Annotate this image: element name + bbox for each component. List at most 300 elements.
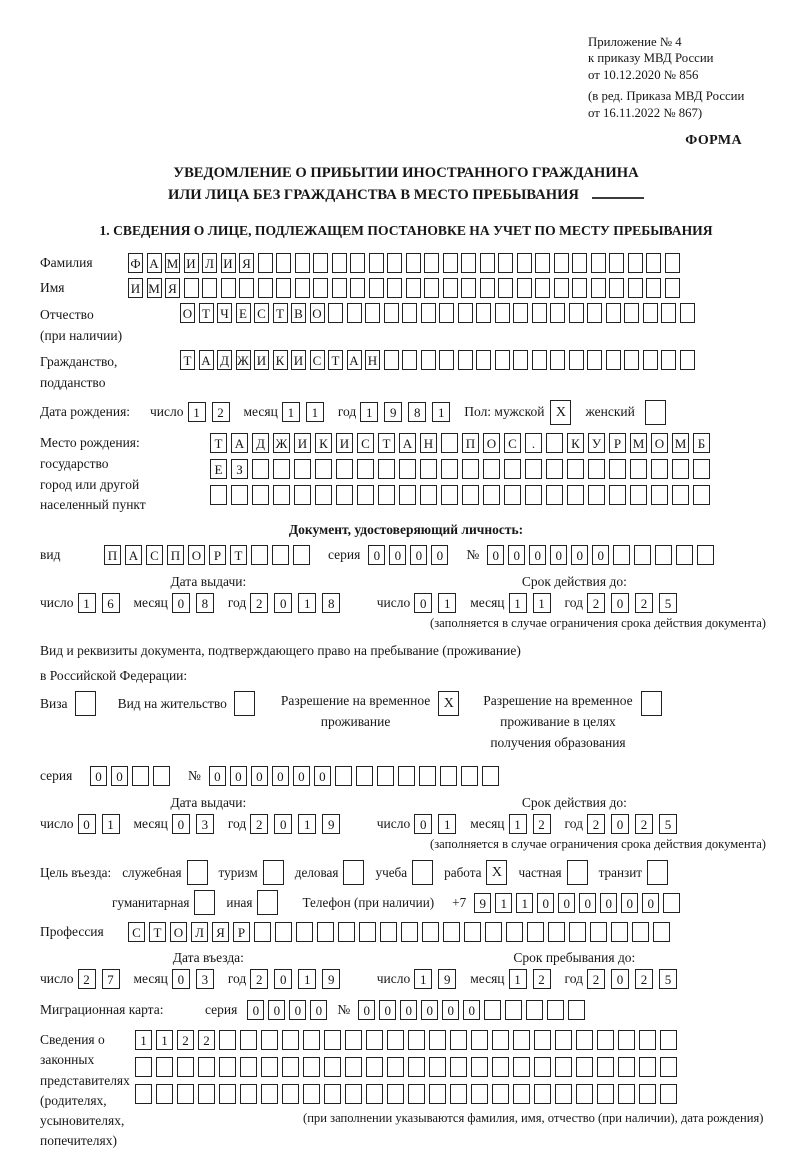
char-cell[interactable]: О: [180, 303, 195, 323]
char-cell[interactable]: [184, 278, 199, 298]
char-cell[interactable]: [276, 278, 291, 298]
char-cell[interactable]: 0: [400, 1000, 417, 1020]
char-cell[interactable]: [294, 459, 311, 479]
char-cell[interactable]: [439, 350, 454, 370]
char-cell[interactable]: 0: [600, 893, 617, 913]
char-cell[interactable]: [384, 303, 399, 323]
char-cell[interactable]: [480, 253, 495, 273]
char-cell[interactable]: 1: [509, 814, 527, 834]
char-cell[interactable]: 0: [410, 545, 427, 565]
char-cell[interactable]: [153, 766, 170, 786]
char-cell[interactable]: П: [104, 545, 121, 565]
char-cell[interactable]: [660, 1084, 677, 1104]
char-cell[interactable]: [462, 485, 479, 505]
char-cell[interactable]: [408, 1084, 425, 1104]
char-cell[interactable]: [254, 922, 271, 942]
char-cell[interactable]: [517, 253, 532, 273]
char-cell[interactable]: [547, 1000, 564, 1020]
char-cell[interactable]: [535, 253, 550, 273]
char-cell[interactable]: [377, 766, 394, 786]
char-cell[interactable]: 0: [274, 969, 292, 989]
char-cell[interactable]: 0: [579, 893, 596, 913]
char-cell[interactable]: [576, 1057, 593, 1077]
char-cell[interactable]: А: [147, 253, 162, 273]
char-cell[interactable]: [239, 278, 254, 298]
char-cell[interactable]: 0: [289, 1000, 306, 1020]
char-cell[interactable]: 0: [272, 766, 289, 786]
char-cell[interactable]: [624, 350, 639, 370]
char-cell[interactable]: М: [147, 278, 162, 298]
char-cell[interactable]: 0: [508, 545, 525, 565]
char-cell[interactable]: [498, 253, 513, 273]
char-cell[interactable]: [441, 433, 458, 453]
char-cell[interactable]: [462, 459, 479, 479]
char-cell[interactable]: 9: [438, 969, 456, 989]
char-cell[interactable]: [680, 303, 695, 323]
char-cell[interactable]: [450, 1030, 467, 1050]
char-cell[interactable]: 1: [306, 402, 324, 422]
char-cell[interactable]: [504, 459, 521, 479]
char-cell[interactable]: Д: [252, 433, 269, 453]
char-cell[interactable]: [476, 350, 491, 370]
char-cell[interactable]: 0: [274, 593, 292, 613]
char-cell[interactable]: [240, 1057, 257, 1077]
char-cell[interactable]: И: [254, 350, 269, 370]
char-cell[interactable]: 0: [421, 1000, 438, 1020]
char-cell[interactable]: Я: [212, 922, 229, 942]
temp-residence-education-checkbox[interactable]: [641, 691, 662, 716]
char-cell[interactable]: 0: [592, 545, 609, 565]
char-cell[interactable]: [295, 253, 310, 273]
char-cell[interactable]: [534, 1057, 551, 1077]
char-cell[interactable]: [628, 278, 643, 298]
char-cell[interactable]: И: [221, 253, 236, 273]
char-cell[interactable]: И: [294, 433, 311, 453]
char-cell[interactable]: Ж: [273, 433, 290, 453]
char-cell[interactable]: Т: [230, 545, 247, 565]
char-cell[interactable]: [613, 545, 630, 565]
char-cell[interactable]: Л: [202, 253, 217, 273]
char-cell[interactable]: 0: [251, 766, 268, 786]
char-cell[interactable]: [665, 278, 680, 298]
char-cell[interactable]: 1: [78, 593, 96, 613]
char-cell[interactable]: [282, 1030, 299, 1050]
char-cell[interactable]: [618, 1030, 635, 1050]
char-cell[interactable]: [572, 253, 587, 273]
char-cell[interactable]: О: [310, 303, 325, 323]
char-cell[interactable]: 0: [642, 893, 659, 913]
char-cell[interactable]: 1: [188, 402, 206, 422]
char-cell[interactable]: [406, 253, 421, 273]
char-cell[interactable]: [336, 485, 353, 505]
char-cell[interactable]: [424, 278, 439, 298]
char-cell[interactable]: М: [630, 433, 647, 453]
char-cell[interactable]: Т: [180, 350, 195, 370]
char-cell[interactable]: [483, 485, 500, 505]
purpose-other-checkbox[interactable]: [257, 890, 278, 915]
char-cell[interactable]: [366, 1030, 383, 1050]
char-cell[interactable]: 0: [274, 814, 292, 834]
char-cell[interactable]: [471, 1030, 488, 1050]
char-cell[interactable]: [135, 1057, 152, 1077]
char-cell[interactable]: Р: [233, 922, 250, 942]
char-cell[interactable]: [458, 350, 473, 370]
char-cell[interactable]: 0: [172, 593, 190, 613]
char-cell[interactable]: [535, 278, 550, 298]
char-cell[interactable]: 9: [474, 893, 491, 913]
purpose-tourism-checkbox[interactable]: [263, 860, 284, 885]
char-cell[interactable]: К: [273, 350, 288, 370]
char-cell[interactable]: 0: [414, 593, 432, 613]
char-cell[interactable]: [369, 253, 384, 273]
char-cell[interactable]: [597, 1084, 614, 1104]
char-cell[interactable]: [660, 1030, 677, 1050]
char-cell[interactable]: [198, 1057, 215, 1077]
char-cell[interactable]: [587, 303, 602, 323]
char-cell[interactable]: [550, 350, 565, 370]
char-cell[interactable]: Р: [209, 545, 226, 565]
char-cell[interactable]: [461, 278, 476, 298]
char-cell[interactable]: [429, 1084, 446, 1104]
char-cell[interactable]: 0: [431, 545, 448, 565]
char-cell[interactable]: 2: [212, 402, 230, 422]
char-cell[interactable]: 1: [282, 402, 300, 422]
char-cell[interactable]: 1: [414, 969, 432, 989]
char-cell[interactable]: [399, 485, 416, 505]
char-cell[interactable]: 2: [177, 1030, 194, 1050]
char-cell[interactable]: 0: [368, 545, 385, 565]
char-cell[interactable]: Т: [328, 350, 343, 370]
char-cell[interactable]: [576, 1084, 593, 1104]
char-cell[interactable]: [532, 350, 547, 370]
char-cell[interactable]: 0: [172, 814, 190, 834]
char-cell[interactable]: [219, 1084, 236, 1104]
char-cell[interactable]: [609, 485, 626, 505]
char-cell[interactable]: [609, 459, 626, 479]
char-cell[interactable]: 0: [442, 1000, 459, 1020]
char-cell[interactable]: Б: [693, 433, 710, 453]
char-cell[interactable]: [639, 1084, 656, 1104]
purpose-transit-checkbox[interactable]: [647, 860, 668, 885]
char-cell[interactable]: [261, 1030, 278, 1050]
char-cell[interactable]: 0: [389, 545, 406, 565]
char-cell[interactable]: 1: [102, 814, 120, 834]
char-cell[interactable]: [697, 545, 714, 565]
char-cell[interactable]: [324, 1057, 341, 1077]
char-cell[interactable]: К: [315, 433, 332, 453]
char-cell[interactable]: 0: [463, 1000, 480, 1020]
char-cell[interactable]: [357, 485, 374, 505]
char-cell[interactable]: 2: [635, 814, 653, 834]
char-cell[interactable]: 0: [550, 545, 567, 565]
char-cell[interactable]: О: [170, 922, 187, 942]
char-cell[interactable]: 1: [495, 893, 512, 913]
char-cell[interactable]: С: [146, 545, 163, 565]
char-cell[interactable]: [420, 485, 437, 505]
char-cell[interactable]: 1: [438, 814, 456, 834]
char-cell[interactable]: [569, 303, 584, 323]
char-cell[interactable]: 0: [571, 545, 588, 565]
char-cell[interactable]: 1: [509, 593, 527, 613]
char-cell[interactable]: Т: [210, 433, 227, 453]
purpose-official-checkbox[interactable]: [187, 860, 208, 885]
char-cell[interactable]: [643, 350, 658, 370]
char-cell[interactable]: [461, 766, 478, 786]
char-cell[interactable]: П: [167, 545, 184, 565]
char-cell[interactable]: [402, 303, 417, 323]
char-cell[interactable]: С: [310, 350, 325, 370]
char-cell[interactable]: [156, 1084, 173, 1104]
char-cell[interactable]: [587, 350, 602, 370]
char-cell[interactable]: Ж: [236, 350, 251, 370]
char-cell[interactable]: [369, 278, 384, 298]
char-cell[interactable]: [550, 303, 565, 323]
purpose-humanitarian-checkbox[interactable]: [194, 890, 215, 915]
char-cell[interactable]: 0: [268, 1000, 285, 1020]
char-cell[interactable]: 3: [196, 814, 214, 834]
char-cell[interactable]: 0: [529, 545, 546, 565]
char-cell[interactable]: [402, 350, 417, 370]
char-cell[interactable]: [156, 1057, 173, 1077]
char-cell[interactable]: [357, 459, 374, 479]
char-cell[interactable]: Е: [210, 459, 227, 479]
char-cell[interactable]: [422, 922, 439, 942]
char-cell[interactable]: 0: [293, 766, 310, 786]
char-cell[interactable]: Д: [217, 350, 232, 370]
char-cell[interactable]: 0: [414, 814, 432, 834]
char-cell[interactable]: [210, 485, 227, 505]
char-cell[interactable]: 1: [298, 969, 316, 989]
char-cell[interactable]: [132, 766, 149, 786]
char-cell[interactable]: 2: [533, 814, 551, 834]
char-cell[interactable]: 9: [322, 814, 340, 834]
visa-checkbox[interactable]: [75, 691, 96, 716]
char-cell[interactable]: [660, 1057, 677, 1077]
char-cell[interactable]: 2: [587, 969, 605, 989]
char-cell[interactable]: [315, 459, 332, 479]
char-cell[interactable]: 9: [384, 402, 402, 422]
char-cell[interactable]: [261, 1084, 278, 1104]
char-cell[interactable]: О: [651, 433, 668, 453]
char-cell[interactable]: [618, 1057, 635, 1077]
char-cell[interactable]: [651, 459, 668, 479]
char-cell[interactable]: [275, 922, 292, 942]
char-cell[interactable]: 0: [247, 1000, 264, 1020]
char-cell[interactable]: 1: [533, 593, 551, 613]
char-cell[interactable]: О: [483, 433, 500, 453]
char-cell[interactable]: Ч: [217, 303, 232, 323]
char-cell[interactable]: [240, 1084, 257, 1104]
char-cell[interactable]: [332, 278, 347, 298]
char-cell[interactable]: [443, 253, 458, 273]
char-cell[interactable]: [296, 922, 313, 942]
char-cell[interactable]: [317, 922, 334, 942]
char-cell[interactable]: 1: [298, 814, 316, 834]
char-cell[interactable]: [630, 459, 647, 479]
char-cell[interactable]: [273, 459, 290, 479]
char-cell[interactable]: Е: [236, 303, 251, 323]
char-cell[interactable]: 2: [250, 969, 268, 989]
char-cell[interactable]: [517, 278, 532, 298]
char-cell[interactable]: 0: [537, 893, 554, 913]
char-cell[interactable]: [303, 1057, 320, 1077]
char-cell[interactable]: [429, 1057, 446, 1077]
char-cell[interactable]: 1: [135, 1030, 152, 1050]
char-cell[interactable]: [420, 459, 437, 479]
char-cell[interactable]: [624, 303, 639, 323]
char-cell[interactable]: [572, 278, 587, 298]
char-cell[interactable]: [546, 459, 563, 479]
char-cell[interactable]: [398, 766, 415, 786]
char-cell[interactable]: [387, 253, 402, 273]
char-cell[interactable]: А: [199, 350, 214, 370]
char-cell[interactable]: [639, 1057, 656, 1077]
sex-female-checkbox[interactable]: [645, 400, 666, 425]
char-cell[interactable]: 2: [250, 593, 268, 613]
char-cell[interactable]: [356, 766, 373, 786]
char-cell[interactable]: 1: [509, 969, 527, 989]
char-cell[interactable]: С: [357, 433, 374, 453]
char-cell[interactable]: [655, 545, 672, 565]
char-cell[interactable]: [630, 485, 647, 505]
char-cell[interactable]: [532, 303, 547, 323]
char-cell[interactable]: [568, 1000, 585, 1020]
char-cell[interactable]: [597, 1030, 614, 1050]
char-cell[interactable]: [513, 1030, 530, 1050]
char-cell[interactable]: 5: [659, 814, 677, 834]
char-cell[interactable]: [408, 1057, 425, 1077]
char-cell[interactable]: [513, 1057, 530, 1077]
char-cell[interactable]: [663, 893, 680, 913]
char-cell[interactable]: [231, 485, 248, 505]
char-cell[interactable]: 0: [611, 814, 629, 834]
char-cell[interactable]: [606, 350, 621, 370]
char-cell[interactable]: [261, 1057, 278, 1077]
char-cell[interactable]: [555, 1084, 572, 1104]
char-cell[interactable]: В: [291, 303, 306, 323]
char-cell[interactable]: [588, 485, 605, 505]
char-cell[interactable]: И: [336, 433, 353, 453]
char-cell[interactable]: [665, 253, 680, 273]
char-cell[interactable]: [653, 922, 670, 942]
char-cell[interactable]: У: [588, 433, 605, 453]
char-cell[interactable]: [548, 922, 565, 942]
char-cell[interactable]: А: [347, 350, 362, 370]
char-cell[interactable]: [450, 1084, 467, 1104]
char-cell[interactable]: [313, 278, 328, 298]
char-cell[interactable]: [569, 350, 584, 370]
char-cell[interactable]: [554, 278, 569, 298]
char-cell[interactable]: [485, 922, 502, 942]
char-cell[interactable]: 2: [198, 1030, 215, 1050]
char-cell[interactable]: 1: [156, 1030, 173, 1050]
char-cell[interactable]: [315, 485, 332, 505]
char-cell[interactable]: [399, 459, 416, 479]
char-cell[interactable]: 2: [250, 814, 268, 834]
char-cell[interactable]: [632, 922, 649, 942]
char-cell[interactable]: [359, 922, 376, 942]
char-cell[interactable]: [639, 1030, 656, 1050]
char-cell[interactable]: [282, 1084, 299, 1104]
purpose-business-checkbox[interactable]: [343, 860, 364, 885]
char-cell[interactable]: 0: [314, 766, 331, 786]
char-cell[interactable]: [252, 459, 269, 479]
char-cell[interactable]: [406, 278, 421, 298]
char-cell[interactable]: [495, 350, 510, 370]
char-cell[interactable]: [345, 1084, 362, 1104]
char-cell[interactable]: [401, 922, 418, 942]
char-cell[interactable]: Ф: [128, 253, 143, 273]
char-cell[interactable]: [458, 303, 473, 323]
char-cell[interactable]: [495, 303, 510, 323]
char-cell[interactable]: [464, 922, 481, 942]
char-cell[interactable]: 8: [196, 593, 214, 613]
char-cell[interactable]: [567, 485, 584, 505]
char-cell[interactable]: 0: [379, 1000, 396, 1020]
char-cell[interactable]: Т: [199, 303, 214, 323]
char-cell[interactable]: [443, 922, 460, 942]
char-cell[interactable]: [450, 1057, 467, 1077]
char-cell[interactable]: 1: [516, 893, 533, 913]
char-cell[interactable]: [546, 485, 563, 505]
char-cell[interactable]: [429, 1030, 446, 1050]
char-cell[interactable]: [554, 253, 569, 273]
char-cell[interactable]: [634, 545, 651, 565]
char-cell[interactable]: [606, 303, 621, 323]
char-cell[interactable]: [378, 485, 395, 505]
char-cell[interactable]: М: [672, 433, 689, 453]
char-cell[interactable]: А: [399, 433, 416, 453]
char-cell[interactable]: [483, 459, 500, 479]
char-cell[interactable]: Я: [165, 278, 180, 298]
char-cell[interactable]: [219, 1057, 236, 1077]
char-cell[interactable]: [177, 1057, 194, 1077]
char-cell[interactable]: 3: [196, 969, 214, 989]
char-cell[interactable]: [567, 459, 584, 479]
char-cell[interactable]: 1: [298, 593, 316, 613]
char-cell[interactable]: [387, 1057, 404, 1077]
char-cell[interactable]: [646, 253, 661, 273]
temp-residence-checkbox[interactable]: X: [438, 691, 459, 716]
char-cell[interactable]: [646, 278, 661, 298]
char-cell[interactable]: [350, 278, 365, 298]
char-cell[interactable]: [506, 922, 523, 942]
char-cell[interactable]: [198, 1084, 215, 1104]
char-cell[interactable]: [693, 459, 710, 479]
char-cell[interactable]: [672, 485, 689, 505]
char-cell[interactable]: [335, 766, 352, 786]
char-cell[interactable]: [611, 922, 628, 942]
char-cell[interactable]: [441, 459, 458, 479]
char-cell[interactable]: 5: [659, 593, 677, 613]
char-cell[interactable]: 0: [611, 593, 629, 613]
char-cell[interactable]: [272, 545, 289, 565]
char-cell[interactable]: [680, 350, 695, 370]
char-cell[interactable]: 0: [487, 545, 504, 565]
char-cell[interactable]: А: [231, 433, 248, 453]
char-cell[interactable]: 9: [322, 969, 340, 989]
char-cell[interactable]: [443, 278, 458, 298]
char-cell[interactable]: 0: [230, 766, 247, 786]
char-cell[interactable]: [295, 278, 310, 298]
char-cell[interactable]: 0: [558, 893, 575, 913]
char-cell[interactable]: 1: [432, 402, 450, 422]
char-cell[interactable]: [421, 303, 436, 323]
char-cell[interactable]: [424, 253, 439, 273]
char-cell[interactable]: [628, 253, 643, 273]
char-cell[interactable]: [378, 459, 395, 479]
char-cell[interactable]: [324, 1030, 341, 1050]
